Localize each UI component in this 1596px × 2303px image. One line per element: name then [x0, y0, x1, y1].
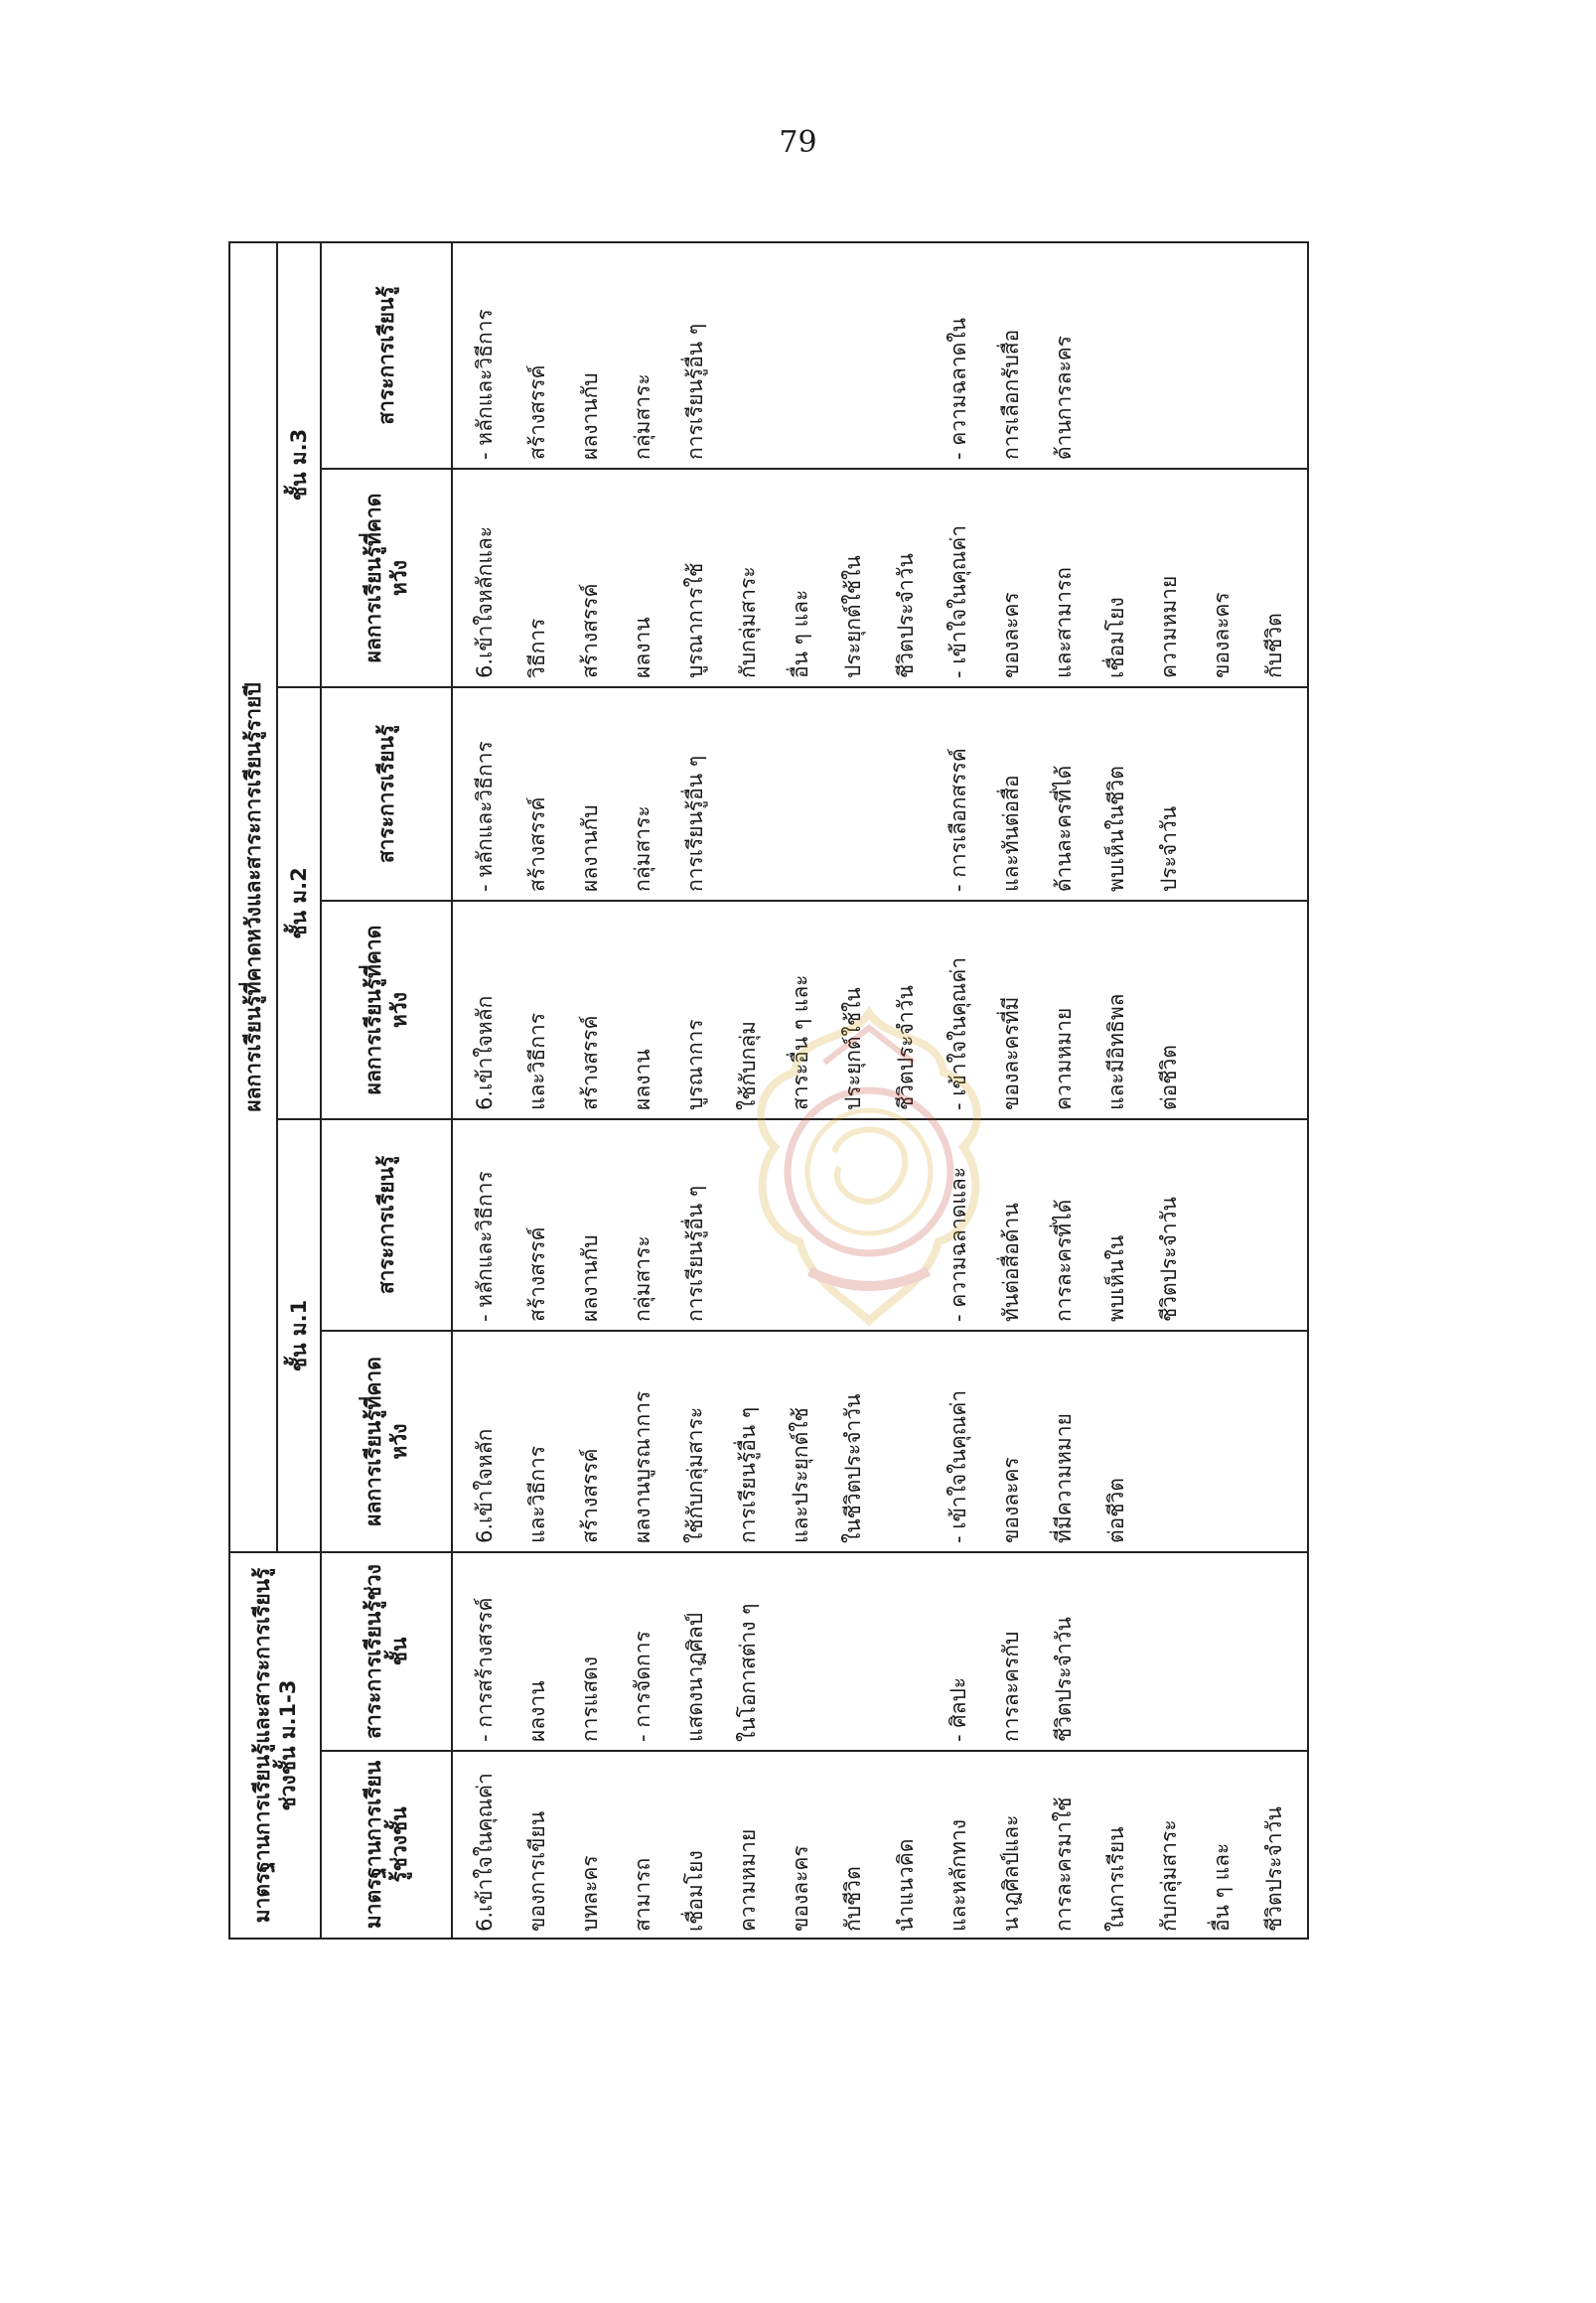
col-header-m1-outcome: ผลการเรียนรู้ที่คาดหวัง: [321, 1331, 452, 1552]
col-header-content: สาระการเรียนรู้ช่วงชั้น: [321, 1552, 452, 1751]
page-number: 79: [779, 125, 817, 160]
cell-m1-content: - หลักและวิธีการ สร้างสรรค์ ผลงานกับ กลุ่มสาระ การเรียนรู้อื่น ๆ - ความฉลาดและ ทันต่อสื่อด้าน การละครที่ได้ พบเห็นใน ชีวิตประจำวัน: [452, 1119, 1308, 1331]
cell-m3-content: - หลักและวิธีการ สร้างสรรค์ ผลงานกับ กลุ่มสาระ การเรียนรู้อื่น ๆ - ความฉลาดใน การเลือกรับสื่อ ด้านการละคร: [452, 242, 1308, 469]
cell-content: - การสร้างสรรค์ ผลงาน การแสดง - การจัดการ แสดงนาฏศิลป์ ในโอกาสต่าง ๆ - ศิลปะ การละครกับ ชีวิตประจำวัน: [452, 1552, 1308, 1751]
rotated-table-container: [228, 243, 1293, 1940]
header-grade-1: ชั้น ม.1: [277, 1119, 321, 1552]
col-header-m3-outcome: ผลการเรียนรู้ที่คาดหวัง: [321, 469, 452, 687]
cell-standard: 6.เข้าใจในคุณค่า ของการเขียน บทละคร สามารถ เชื่อมโยง ความหมาย ของละคร กับชีวิต นำแนวคิด และหลักทาง นาฏศิลป์และ การละครมาใช้ ในการเรียน กับกลุ่มสาระ อื่น ๆ และ ชีวิตประจำวัน: [452, 1751, 1308, 1939]
cell-m2-content: - หลักและวิธีการ สร้างสรรค์ ผลงานกับ กลุ่มสาระ การเรียนรู้อื่น ๆ - การเลือกสรรค์ และทันต่อสื่อ ด้านละครที่ได้ พบเห็นในชีวิต ประจำวัน: [452, 687, 1308, 901]
curriculum-table: [228, 241, 1309, 1940]
header-outcomes-group: ผลการเรียนรู้ที่คาดหวังและสาระการเรียนรู้รายปี: [229, 242, 277, 1552]
cell-m3-outcome: 6.เข้าใจหลักและ วิธีการ สร้างสรรค์ ผลงาน บูรณาการใช้ กับกลุ่มสาระ อื่น ๆ และ ประยุกต์ใช้ใน ชีวิตประจำวัน - เข้าใจในคุณค่า ของละคร และสามารถ เชื่อมโยง ความหมาย ของละคร กับชีวิต: [452, 469, 1308, 687]
col-header-m1-content: สาระการเรียนรู้: [321, 1119, 452, 1331]
col-header-m2-content: สาระการเรียนรู้: [321, 687, 452, 901]
cell-m1-outcome: 6.เข้าใจหลัก และวิธีการ สร้างสรรค์ ผลงานบูรณาการ ใช้กับกลุ่มสาระ การเรียนรู้อื่น ๆ และประยุกต์ใช้ ในชีวิตประจำวัน - เข้าใจในคุณค่า ของละคร ที่มีความหมาย ต่อชีวิต: [452, 1331, 1308, 1552]
cell-m2-outcome: 6.เข้าใจหลัก และวิธีการ สร้างสรรค์ ผลงาน บูรณาการ ใช้กับกลุ่ม สาระอื่น ๆ และ ประยุกต์ใช้ใน ชีวิตประจำวัน - เข้าใจในคุณค่า ของละครที่มี ความหมาย และมีอิทธิพล ต่อชีวิต: [452, 901, 1308, 1119]
col-header-m2-outcome: ผลการเรียนรู้ที่คาดหวัง: [321, 901, 452, 1119]
col-header-m3-content: สาระการเรียนรู้: [321, 242, 452, 469]
header-grade-2: ชั้น ม.2: [277, 687, 321, 1119]
col-header-standard: มาตรฐานการเรียนรู้ช่วงชั้น: [321, 1751, 452, 1939]
header-standards-group: มาตรฐานการเรียนรู้และสาระการเรียนรู้ช่วงชั้น ม.1-3: [229, 1552, 321, 1939]
header-grade-3: ชั้น ม.3: [277, 242, 321, 687]
